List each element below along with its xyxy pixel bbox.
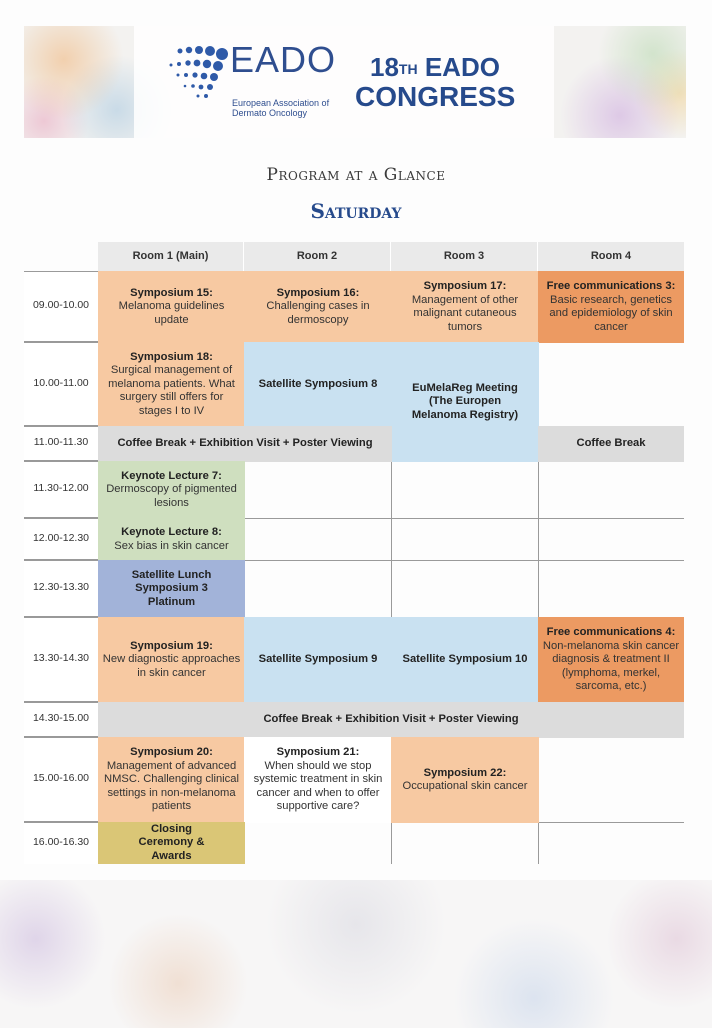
- session-coffee-break: [98, 426, 392, 462]
- page-title: Program at a Glance: [266, 165, 446, 185]
- session-satellite-symposium-9: [244, 617, 392, 703]
- logo-wordmark: EADO: [230, 39, 337, 80]
- session-description: Non-melanoma skin cancer diagnosis & treatment II (lymphoma, merkel, sarcoma, etc.): [542, 639, 680, 693]
- session-description: Management of advanced NMSC. Challenging clinical settings in non-melanoma patients: [104, 759, 239, 813]
- time-slot: 15.00-16.00: [24, 737, 98, 822]
- session-symposium-17: [391, 271, 539, 343]
- session-symposium-18: [98, 342, 245, 427]
- session-title: Closing Ceremony & Awards: [138, 822, 205, 862]
- session-free-communications-4: [538, 617, 684, 703]
- session-title: Symposium 22:: [423, 766, 507, 779]
- session-title: Symposium 16:: [276, 286, 360, 299]
- session-description: New diagnostic approaches in skin cancer: [102, 653, 241, 679]
- session-description: When should we stop systemic treatment in skin cancer and when to offer supportive care?: [253, 759, 383, 813]
- session-keynote-lecture-8: [98, 518, 245, 561]
- logo-subtitle-line2: Dermato Oncology: [232, 108, 308, 118]
- logo-subtitle-line1: European Association of: [232, 98, 330, 108]
- day-title: Saturday: [310, 199, 402, 223]
- time-slot: 11.00-11.30: [24, 426, 98, 461]
- session-symposium-20: [98, 737, 245, 823]
- session-symposium-22: [391, 737, 539, 823]
- time-slot: 14.30-15.00: [24, 702, 98, 737]
- congress-word: CONGRESS: [355, 81, 516, 112]
- session-satellite-lunch: [98, 560, 245, 618]
- session-symposium-21: [244, 737, 392, 823]
- session-keynote-lecture-7: [98, 461, 245, 519]
- session-title: Satellite Symposium 10: [402, 653, 528, 666]
- room-header-2: Room 2: [244, 242, 391, 271]
- session-symposium-19: [98, 617, 245, 703]
- program-grid: [24, 242, 684, 864]
- time-slot: 13.30-14.30: [24, 617, 98, 702]
- time-slot: 16.00-16.30: [24, 822, 98, 864]
- session-title: Coffee Break: [576, 437, 646, 450]
- session-title: Free communications 3:: [546, 280, 676, 292]
- session-title: Symposium 17:: [423, 280, 507, 292]
- session-title: Satellite Lunch Symposium 3 Platinum: [131, 568, 212, 608]
- session-description: Management of other malignant cutaneous tumors: [411, 293, 519, 333]
- session-title: Symposium 15:: [130, 286, 213, 299]
- session-symposium-16: [244, 271, 392, 343]
- session-description: Challenging cases in dermoscopy: [266, 300, 370, 326]
- session-description: Surgical management of melanoma patients. What surgery still offers for stages I to IV: [108, 364, 235, 417]
- room-header-1: Room 1 (Main): [98, 242, 244, 271]
- congress-number: 18: [370, 52, 399, 82]
- session-title: Keynote Lecture 7:: [121, 469, 222, 482]
- time-slot: 11.30-12.00: [24, 461, 98, 518]
- time-slot: 12.00-12.30: [24, 518, 98, 560]
- room-header-3: Room 3: [391, 242, 538, 271]
- session-coffee-break-afternoon: [98, 702, 684, 738]
- session-title: Symposium 20:: [130, 746, 213, 759]
- session-title: Symposium 18:: [130, 350, 213, 363]
- session-title: EuMelaReg Meeting (The Europen Melanoma Registry): [411, 381, 519, 421]
- footer-decoration: [0, 880, 712, 1028]
- time-slot: 10.00-11.00: [24, 342, 98, 426]
- session-description: Dermoscopy of pigmented lesions: [106, 483, 237, 509]
- congress-name: EADO: [424, 52, 500, 82]
- session-satellite-symposium-10: [391, 617, 539, 703]
- session-title: Coffee Break + Exhibition Visit + Poster Viewing: [263, 713, 519, 726]
- session-closing-ceremony: [98, 822, 245, 864]
- session-coffee-break-room4: [538, 426, 684, 462]
- congress-edition: [370, 52, 500, 82]
- session-eumelareg-meeting: [391, 342, 539, 462]
- session-satellite-symposium-8: [244, 342, 392, 427]
- congress-ordinal-suffix: TH: [398, 61, 418, 77]
- session-title: Symposium 19:: [130, 639, 213, 652]
- session-description: Melanoma guidelines update: [118, 300, 225, 326]
- time-slot: 12.30-13.30: [24, 560, 98, 617]
- session-title: Free communications 4:: [546, 626, 676, 639]
- session-symposium-15: [98, 271, 245, 343]
- session-description: Basic research, genetics and epidemiology of skin cancer: [549, 293, 673, 333]
- session-free-communications-3: [538, 271, 684, 343]
- session-title: Satellite Symposium 8: [258, 377, 378, 390]
- time-slot: 09.00-10.00: [24, 271, 98, 342]
- session-title: Satellite Symposium 9: [258, 653, 378, 666]
- session-title: Coffee Break + Exhibition Visit + Poster Viewing: [117, 437, 373, 450]
- eado-dots-icon: [160, 42, 230, 112]
- session-description: Occupational skin cancer: [402, 780, 528, 792]
- session-title: Keynote Lecture 8:: [121, 526, 222, 538]
- room-header-4: Room 4: [538, 242, 684, 271]
- session-title: Symposium 21:: [276, 746, 360, 759]
- session-description: Sex bias in skin cancer: [114, 539, 229, 552]
